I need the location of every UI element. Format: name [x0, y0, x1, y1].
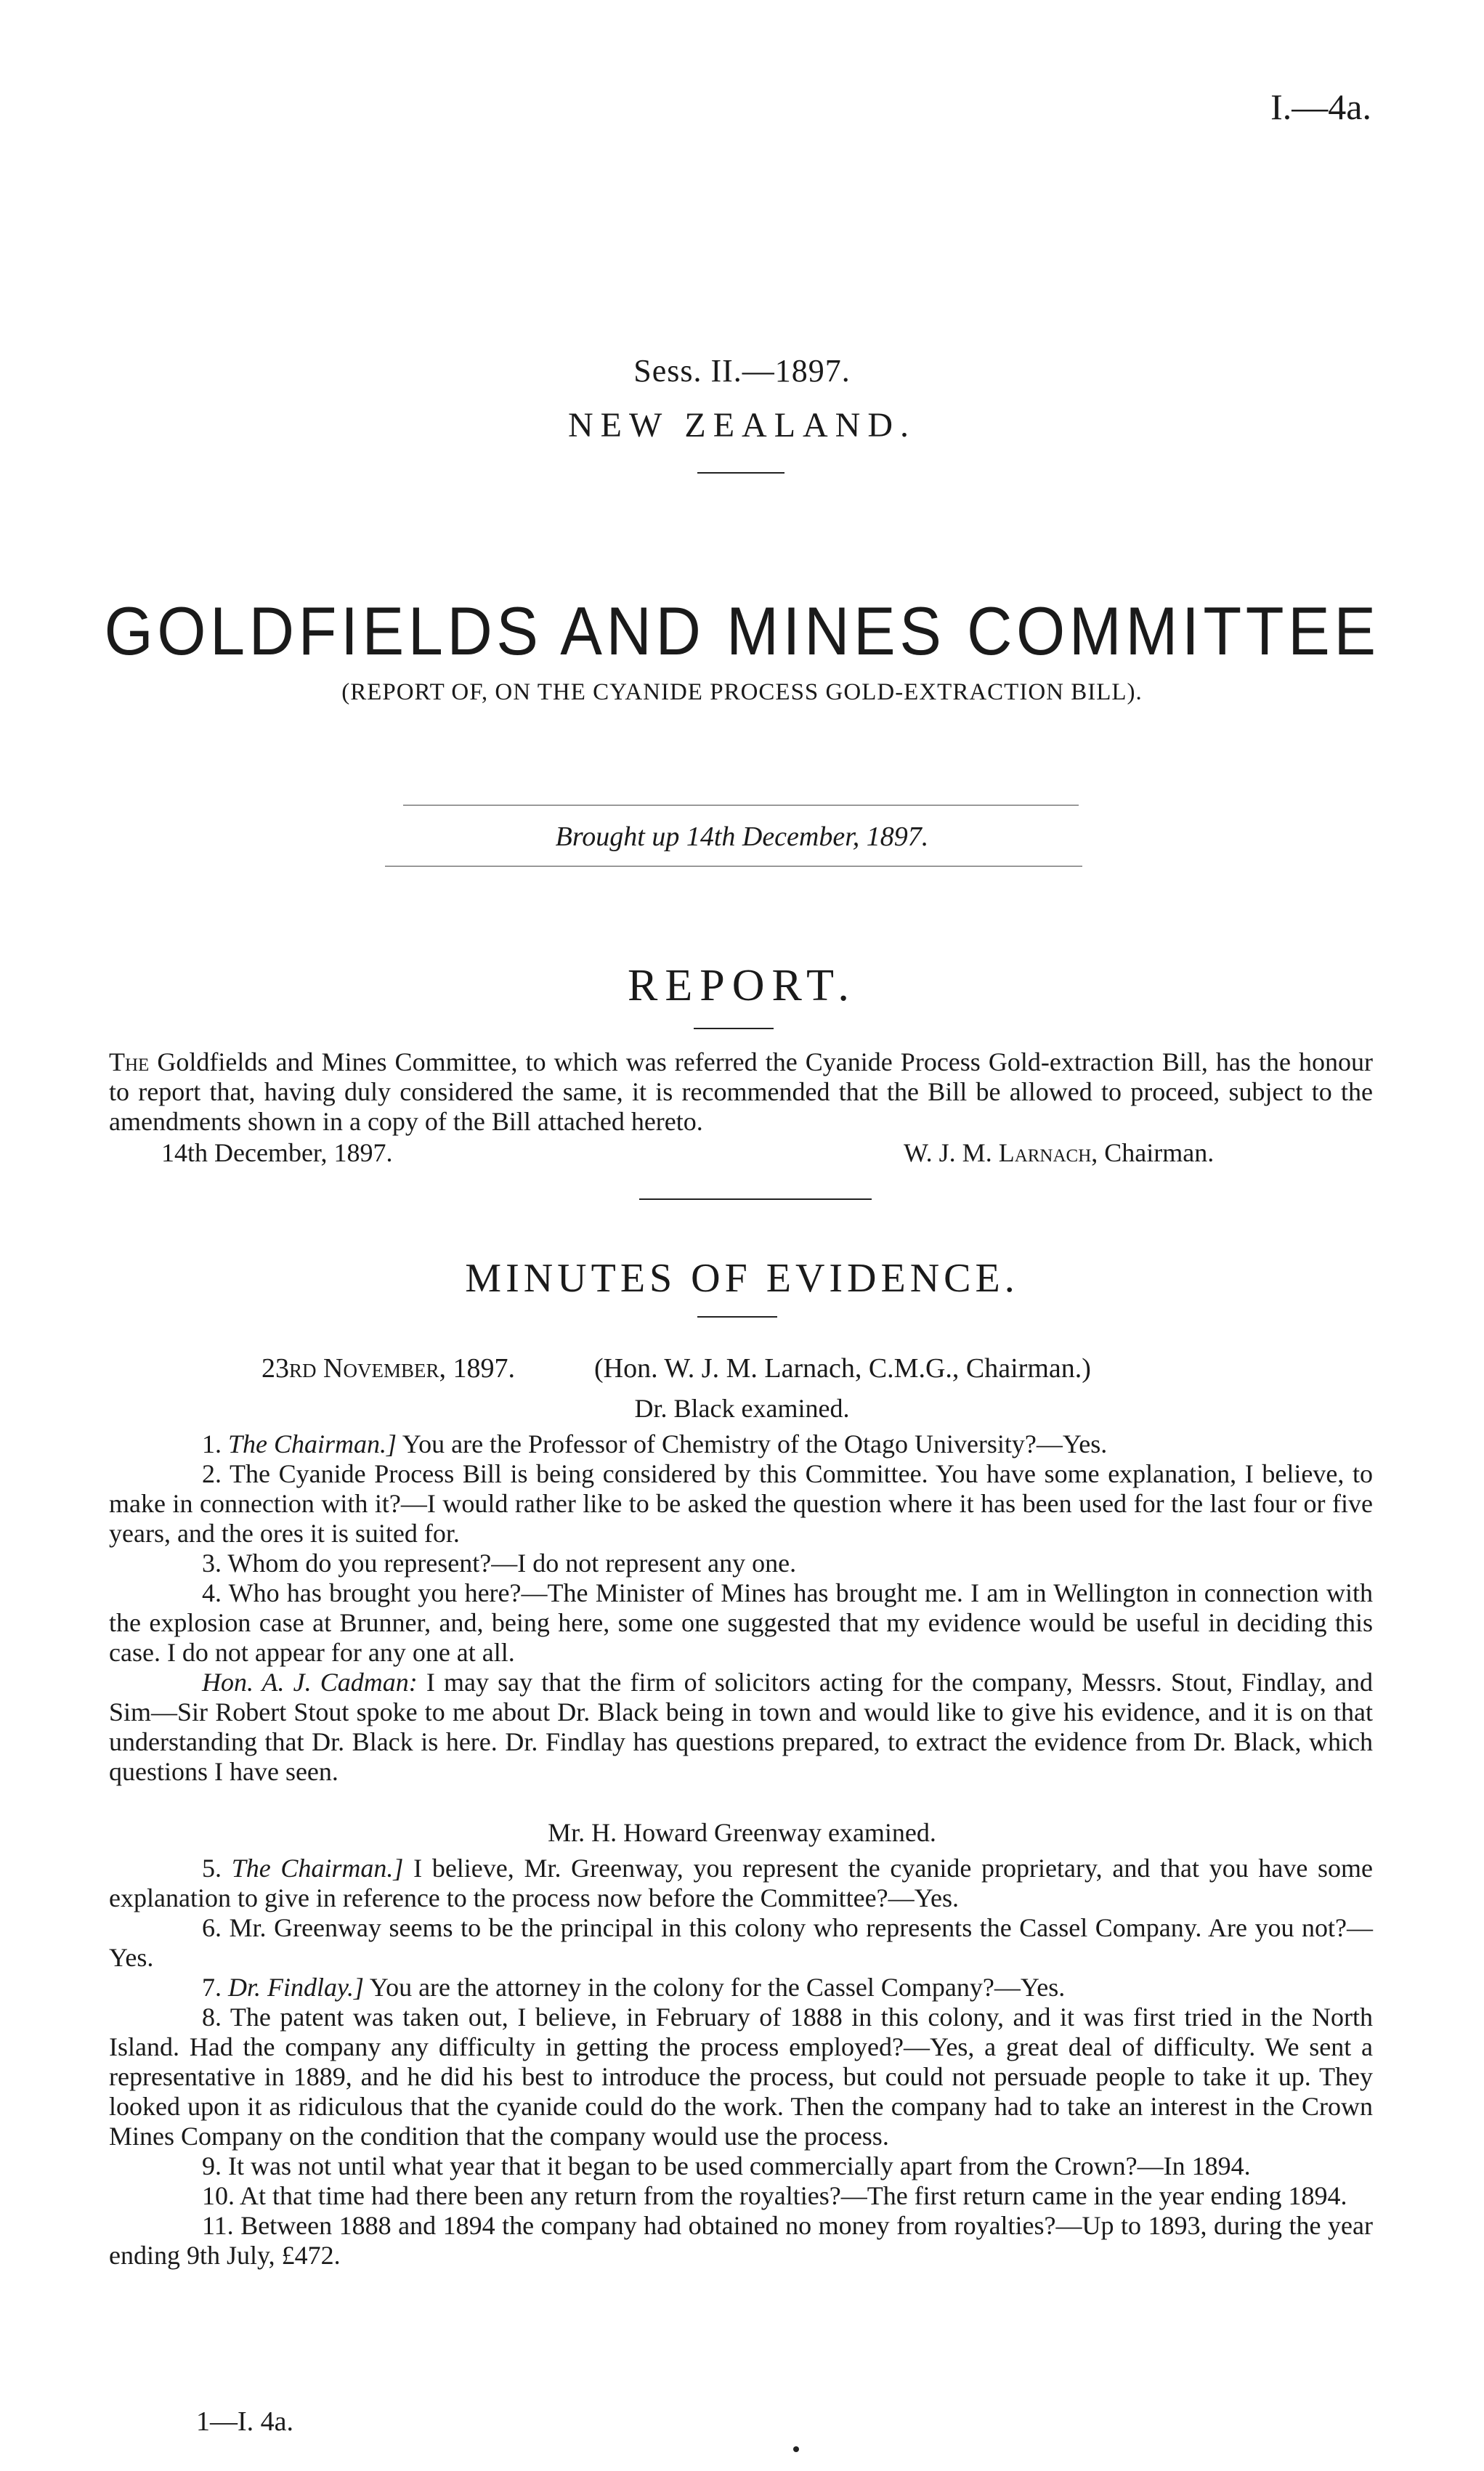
document-subtitle: (REPORT OF, ON THE CYANIDE PROCESS GOLD-EXTRACTION BILL).	[341, 679, 1143, 705]
divider	[385, 866, 1082, 867]
question-text: You are the attorney in the colony for the Cassel Company?—Yes.	[369, 1973, 1066, 2002]
statement-cadman	[109, 1668, 1373, 1787]
session-chair: (Hon. W. J. M. Larnach, C.M.G., Chairman.)	[594, 1353, 1091, 1384]
divider	[403, 805, 1079, 806]
report-heading: REPORT.	[628, 961, 856, 1010]
question-text: Whom do you represent?—I do not represent any one.	[227, 1549, 797, 1578]
divider	[697, 1316, 777, 1318]
page-reference: I.—4a.	[1270, 86, 1371, 127]
minutes-heading: MINUTES OF EVIDENCE.	[465, 1256, 1019, 1301]
report-lead-word: The	[109, 1047, 150, 1076]
question-text: The Cyanide Process Bill is being considered by this Committee. You have some explanation, I believe, to make in connection with it?—I would rather like to be asked the question where it has been used for the last four or five years, and the ores it is suited for.	[109, 1459, 1373, 1548]
speaker: Hon. A. J. Cadman:	[202, 1668, 418, 1697]
question-5: 5. The Chairman.] I believe, Mr. Greenway, you represent the cyanide proprietary, and that you have some explanation to give in reference to the process now before the Committee?—Yes.	[109, 1854, 1374, 1912]
question-4: 4. Who has brought you here?—The Minister of Mines has brought me. I am in Wellington in connection with the explosion case at Brunner, and, being here, some one suggested that my evidence would be useful in deciding this case. I do not appear for any one at all.	[109, 1578, 1373, 1667]
question-text: Mr. Greenway seems to be the principal in this colony who represents the Cassel Company. Are you not?—Yes.	[109, 1913, 1374, 1972]
witness-heading: Dr. Black examined.	[634, 1394, 850, 1423]
signature-initials: W. J. M.	[904, 1138, 992, 1167]
report-body: Goldfields and Mines Committee, to which was referred the Cyanide Process Gold-extraction Bill, has the honour to report that, having duly considered the same, it is recommended that the Bill be allowed to proceed, subject to the amendments shown in a copy of the Bill attached hereto.	[109, 1047, 1374, 1136]
report-paragraph	[109, 1047, 1373, 1137]
question-7: 7. Dr. Findlay.] You are the attorney in the colony for the Cassel Company?—Yes.	[202, 1973, 1066, 2002]
question-3: 3. Whom do you represent?—I do not represent any one.	[202, 1549, 797, 1578]
question-text: The patent was taken out, I believe, in February of 1888 in this colony, and it was first tried in the North Island. Had the company any difficulty in getting the process employed?—Yes, a great deal of difficulty. We sent a representative in 1889, and he did his best to introduce the process, but could not persuade people to take it up. They looked upon it as ridiculous that the cyanide could do the work. Then the company had to take an interest in the Crown Mines Company on the condition that the company would use the process.	[109, 2003, 1373, 2151]
report-date: 14th December, 1897.	[161, 1138, 393, 1167]
question-8: 8. The patent was taken out, I believe, in February of 1888 in this colony, and it was first tried in the North Island. Had the company any difficulty in getting the process employed?—Yes, a great deal of difficulty. We sent a representative in 1889, and he did his best to introduce the process, but could not persuade people to take it up. They looked upon it as ridiculous that the cyanide could do the work. Then the company had to take an interest in the Crown Mines Company on the condition that the company would use the process.	[109, 2003, 1373, 2151]
question-text: I believe, Mr. Greenway, you represent the cyanide proprietary, and that you have some explanation to give in reference to the process now before the Committee?—Yes.	[109, 1854, 1374, 1912]
signature-title: , Chairman.	[1091, 1138, 1215, 1167]
divider	[697, 472, 784, 474]
evidence-block-2	[109, 1854, 1373, 2271]
question-6: 6. Mr. Greenway seems to be the principal in this colony who represents the Cassel Company. Are you not?—Yes.	[109, 1913, 1374, 1972]
question-1: 1. The Chairman.] You are the Professor of Chemistry of the Otago University?—Yes.	[202, 1429, 1108, 1458]
question-text: Between 1888 and 1894 the company had obtained no money from royalties?—Up to 1893, during the year ending 9th July, £472.	[109, 2211, 1373, 2270]
speaker: The Chairman.]	[231, 1854, 404, 1883]
question-2: 2. The Cyanide Process Bill is being considered by this Committee. You have some explanation, I believe, to make in connection with it?—I would rather like to be asked the question where it has been used for the last four or five years, and the ores it is suited for.	[109, 1459, 1373, 1548]
session-label: Sess. II.—1897.	[633, 353, 851, 389]
country-heading: NEW ZEALAND.	[567, 406, 917, 445]
speaker: The Chairman.]	[228, 1429, 397, 1458]
witness-heading: Mr. H. Howard Greenway examined.	[548, 1818, 936, 1847]
document-title: GOLDFIELDS AND MINES COMMITTEE	[104, 593, 1380, 669]
question-10: 10. At that time had there been any return from the royalties?—The first return came in the year ending 1894.	[202, 2181, 1347, 2210]
question-11: 11. Between 1888 and 1894 the company had obtained no money from royalties?—Up to 1893, during the year ending 9th July, £472.	[109, 2211, 1373, 2270]
question-text: You are the Professor of Chemistry of the Otago University?—Yes.	[402, 1429, 1108, 1458]
question-text: At that time had there been any return from the royalties?—The first return came in the year ending 1894.	[240, 2181, 1347, 2210]
divider	[694, 1028, 774, 1029]
question-9: 9. It was not until what year that it began to be used commercially apart from the Crown?—In 1894.	[202, 2151, 1251, 2180]
report-signature	[904, 1137, 1214, 1168]
statement-text: I may say that the firm of solicitors acting for the company, Messrs. Stout, Findlay, and Sim—Sir Robert Stout spoke to me about Dr. Black being in town and would like to give his evidence, and it is on that understanding that Dr. Black is here. Dr. Findlay has questions prepared, to extract the evidence from Dr. Black, which questions I have seen.	[109, 1668, 1373, 1786]
divider	[639, 1198, 872, 1200]
sheet-reference: 1—I. 4a.	[196, 2406, 294, 2437]
question-text: Who has brought you here?—The Minister of Mines has brought me. I am in Wellington in connection with the explosion case at Brunner, and, being here, some one suggested that my evidence would be useful in deciding this case. I do not appear for any one at all.	[109, 1578, 1373, 1667]
evidence-block-1	[109, 1429, 1373, 1787]
signature-name: Larnach	[998, 1138, 1092, 1167]
printer-dot	[793, 2446, 799, 2452]
brought-up-date: Brought up 14th December, 1897.	[555, 821, 929, 852]
session-date: 23rd November, 1897.	[261, 1353, 515, 1384]
speaker: Dr. Findlay.]	[228, 1973, 365, 2002]
question-text: It was not until what year that it began to be used commercially apart from the Crown?—In 1894.	[228, 2151, 1251, 2180]
